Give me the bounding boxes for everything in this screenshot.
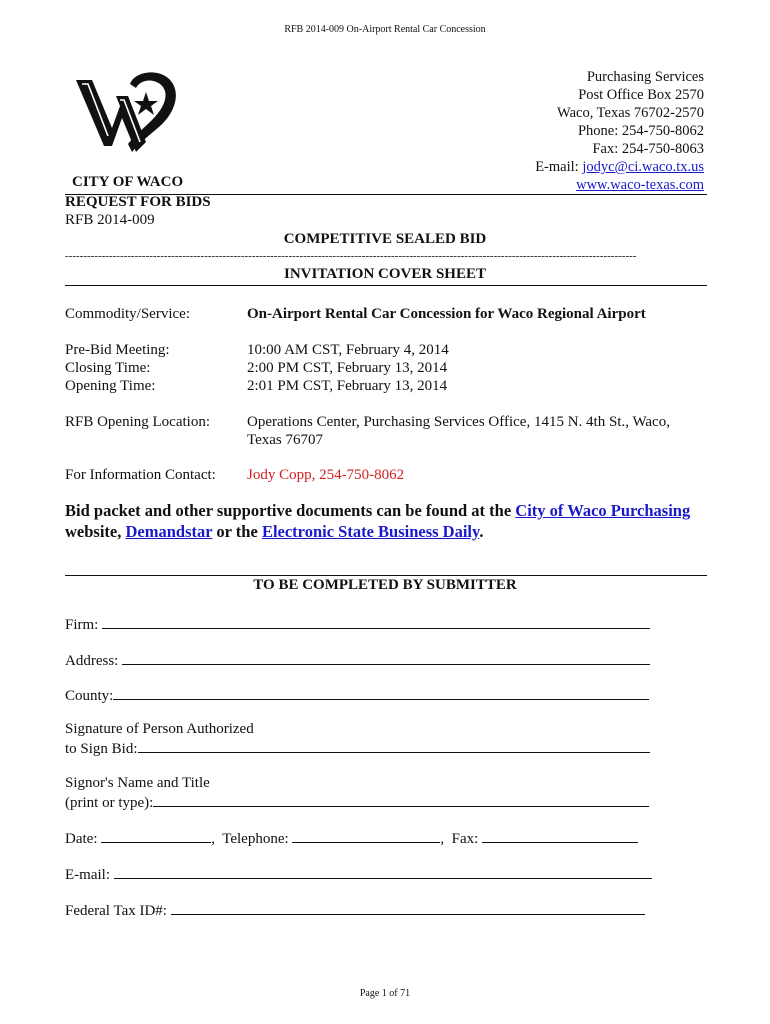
address-email-row xyxy=(535,158,704,176)
document-header: RFB 2014-009 On-Airport Rental Car Concession xyxy=(284,24,486,35)
invitation-heading: INVITATION COVER SHEET xyxy=(284,266,486,282)
county-field[interactable] xyxy=(65,685,649,705)
rfb-title: REQUEST FOR BIDS xyxy=(65,194,211,210)
signature-label-2: to Sign Bid: xyxy=(65,741,138,757)
county-input-line[interactable] xyxy=(113,685,649,700)
closing-value: 2:00 PM CST, February 13, 2014 xyxy=(247,360,448,376)
address-line1: Purchasing Services xyxy=(586,69,704,85)
commodity-label: Commodity/Service: xyxy=(65,306,190,322)
location-label: RFB Opening Location: xyxy=(65,414,210,430)
notice-text-4: . xyxy=(479,522,484,541)
email-label: E-mail: xyxy=(535,159,579,175)
tax-id-field[interactable] xyxy=(65,900,645,920)
email-field[interactable] xyxy=(65,864,652,884)
submitter-divider xyxy=(65,575,707,576)
signor-input-line[interactable] xyxy=(153,792,649,807)
submitter-heading: TO BE COMPLETED BY SUBMITTER xyxy=(253,577,517,593)
prebid-value: 10:00 AM CST, February 4, 2014 xyxy=(247,342,449,358)
city-of-waco-logo xyxy=(72,66,182,156)
competitive-heading: COMPETITIVE SEALED BID xyxy=(283,231,487,247)
commodity-value: On-Airport Rental Car Concession for Waco Regional Airport xyxy=(247,306,646,322)
prebid-label: Pre-Bid Meeting: xyxy=(65,342,170,358)
county-label: County: xyxy=(65,688,114,704)
electronic-state-business-daily-link[interactable]: Electronic State Business Daily xyxy=(261,522,480,541)
signature-label-1: Signature of Person Authorized xyxy=(65,721,254,737)
address-line3: Waco, Texas 76702-2570 xyxy=(557,105,704,121)
contact-label: For Information Contact: xyxy=(65,467,216,483)
email-field-label: E-mail: xyxy=(65,867,110,883)
date-label: Date: xyxy=(65,831,98,847)
signature-input-line[interactable] xyxy=(138,738,650,753)
email-input-line[interactable] xyxy=(114,864,652,879)
address-label: Address: xyxy=(65,653,119,669)
signor-label-row xyxy=(65,774,210,792)
demandstar-link[interactable]: Demandstar xyxy=(125,522,213,541)
address-phone: Phone: 254-750-8062 xyxy=(577,123,704,139)
notice-text-1: Bid packet and other supportive documents can be found at the xyxy=(65,501,516,520)
telephone-input-line[interactable] xyxy=(292,828,440,843)
opening-label: Opening Time: xyxy=(65,378,156,394)
fax-input-line[interactable] xyxy=(482,828,638,843)
signor-label-2: (print or type): xyxy=(65,795,154,811)
address-input-line[interactable] xyxy=(122,650,650,665)
website-link[interactable]: www.waco-texas.com xyxy=(576,177,704,193)
bid-packet-notice xyxy=(65,500,705,542)
date-phone-fax-row: Date: , Telephone: , Fax: xyxy=(65,828,638,848)
signor-label-1: Signor's Name and Title xyxy=(65,775,210,791)
firm-field[interactable] xyxy=(65,614,650,634)
date-input-line[interactable] xyxy=(101,828,211,843)
notice-text-2: website, xyxy=(65,522,126,541)
tax-id-input-line[interactable] xyxy=(171,900,645,915)
signature-label-row xyxy=(65,720,254,738)
fax-label: Fax: xyxy=(451,831,479,847)
signor-field[interactable] xyxy=(65,792,649,812)
rfb-number: RFB 2014-009 xyxy=(65,212,155,228)
email-link[interactable]: jodyc@ci.waco.tx.us xyxy=(582,159,704,175)
city-of-waco-purchasing-link[interactable]: City of Waco Purchasing xyxy=(515,501,691,520)
location-value-2: Texas 76707 xyxy=(247,432,324,448)
address-block xyxy=(535,68,704,194)
signature-field[interactable] xyxy=(65,738,650,758)
closing-label: Closing Time: xyxy=(65,360,151,376)
logo-w xyxy=(76,80,146,152)
page-footer: Page 1 of 71 xyxy=(359,988,411,999)
address-line2: Post Office Box 2570 xyxy=(578,87,704,103)
notice-text-3: or the xyxy=(212,522,262,541)
city-name: CITY OF WACO xyxy=(72,174,184,190)
telephone-label: Telephone: xyxy=(222,831,289,847)
tax-id-label: Federal Tax ID#: xyxy=(65,903,167,919)
address-fax: Fax: 254-750-8063 xyxy=(592,141,704,157)
opening-value: 2:01 PM CST, February 13, 2014 xyxy=(247,378,448,394)
logo-star xyxy=(134,92,158,115)
invitation-divider xyxy=(65,285,707,286)
location-value-1: Operations Center, Purchasing Services Office, 1415 N. 4th St., Waco, xyxy=(247,414,670,430)
firm-input-line[interactable] xyxy=(102,614,650,629)
contact-value: Jody Copp, 254-750-8062 xyxy=(247,467,405,483)
firm-label: Firm: xyxy=(65,617,99,633)
address-field[interactable] xyxy=(65,650,650,670)
dashed-divider: ------------------------------------------------------------------------------------------------------------------------------------------------------------ xyxy=(65,250,637,262)
